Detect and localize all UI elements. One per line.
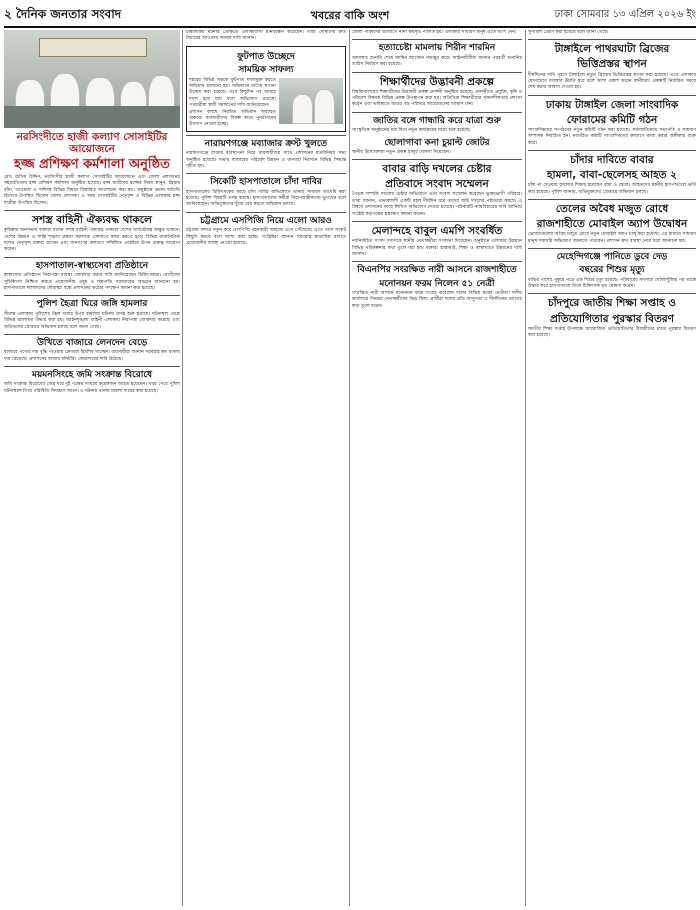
divider <box>352 159 522 160</box>
lead-article-text: মোঃ জসিম উদ্দিন, নরসিংদীর হাজী কল্যাণ সোসাইটির আয়োজনে এবং জেলা প্রশাসনের সহযোগিতায় হজ্জ প্রশিক্ষণ কর্মশালা অনুষ্ঠিত হয়েছে। হজ্জ যাত্রীদের হজ্জের নিয়ম কানুন, ইহরাম বাঁধা, তাওয়াফ ও সাঈসহ বিভিন্ন বিষয়ে বিস্তারিত আলোচনা করা হয়। অনুষ্ঠানে প্রধান অতিথি হিসেবে উপস্থিত ছিলেন জেলা প্রশাসক। এ সময় সোসাইটির নেতৃবৃন্দ ও বিভিন্ন এলাকার হজ্জ যাত্রীরা উপস্থিত ছিলেন। <box>4 175 180 206</box>
article-headline: চট্টগ্রামে এসপিজি নিয়ে এলো আরও <box>200 215 332 226</box>
article-headline: উখিতে বাজারে লেনদেন বেড়ে <box>36 337 148 348</box>
article-text: জেলা পরিষদের উদ্যোগে নানা কর্মসূচি পালিত হয়। এলাকার সাধারণ মানুষ এতে অংশ নেন। <box>352 30 517 35</box>
divider <box>528 248 696 249</box>
column-3 <box>352 30 522 906</box>
lead-photo <box>4 30 180 128</box>
article-subheadline: ফোরামের কমিটি গঠন <box>566 113 658 126</box>
article-text: সীমান্ত এলাকায় পুলিশের টহল দলের উপর হামলার ঘটনায় তদন্ত শুরু হয়েছে। ঘটনাস্থল থেকে বিভিন্ন আলামত উদ্ধার করা হয়। আইনশৃঙ্খলা বাহিনী এলাকায় নিরাপত্তা জোরদার করেছে এবং জড়িতদের গ্রেপ্তারে অভিযান চলছে বলে জানা গেছে। <box>4 311 180 330</box>
page-number-title: ২ দৈনিক জনতার সংবাদ <box>4 7 122 21</box>
table-shape <box>4 106 180 128</box>
article-headline: বিএনপির সংরক্ষিত নারী আসনে রাজশাহীতে <box>357 265 517 276</box>
article-headline: চাঁদপুরে জাতীয় শিক্ষা সপ্তাহ ও <box>547 297 677 310</box>
article-text: হাসপাতালের চিকিৎসকের কাছে চাঁদা দাবির অভিযোগে থানায় সাধারণ ডায়েরি করা হয়েছে। পুলিশ বিষয়টি তদন্ত করছে। হাসপাতালের কর্মীরা নিরাপত্তাহীনতায় ভুগছেন বলে জানিয়েছেন। অভিযুক্তদের খুঁজে বের করতে অভিযান চলছে। <box>186 189 346 208</box>
issue-date: ঢাকা সোমবার ১৩ এপ্রিল ২০২৬ ইং <box>554 9 696 20</box>
divider <box>4 334 180 335</box>
article-photo <box>279 78 343 124</box>
article-text: স্থানীয় উদ্যোক্তারা নতুন প্রকল্প চালুর ঘোষণা দিয়েছেন। <box>352 149 451 155</box>
divider <box>4 210 180 211</box>
divider <box>4 295 180 296</box>
article-text: সংরক্ষিত নারী আসনে মনোনয়ন ফরম সংগ্রহ করেছেন দলের বিভিন্ন স্তরের নেত্রীরা। দলীয় কার্যালয়ে দিনভর নেতাকর্মীদের ভিড় ছিল। প্রার্থীরা দলের প্রতি আনুগত্য ও দীর্ঘদিনের ত্যাগের কথা তুলে ধরেন। <box>352 291 522 309</box>
article-headline: হত্যাচেষ্টা মামলায় শিরীন শারমিন <box>378 43 496 54</box>
divider <box>4 257 180 258</box>
divider <box>4 366 180 367</box>
person-figure <box>314 89 335 123</box>
article-headline: সশস্ত্র বাহিনী ঐক্যবদ্ধ থাকলে <box>32 214 152 227</box>
article-text: দীর্ঘদিনের দাবি পূরণে টাঙ্গাইলে নতুন ব্রিজের ভিত্তিপ্রস্তর স্থাপন করা হয়েছে। এতে এলাকার যোগাযোগ ব্যবস্থার উন্নতি হবে বলে আশা প্রকাশ করেন স্থানীয়রা। প্রকল্পটি নির্ধারিত সময়ে শেষ করার আশ্বাস দেওয়া হয়। <box>528 72 696 91</box>
article-subheadline: হামলা, বাবা-ছেলেসহ আহত ২ <box>547 169 677 182</box>
article-subheadline: ভিত্তিপ্রস্তর স্থাপন <box>577 58 647 71</box>
article-text: আদালত শুনানি শেষে জামিন আবেদন নামঞ্জুর করে। আইনজীবীরা জানান পরবর্তী শুনানির তারিখ নির্ধারণ করা হয়েছে। <box>352 55 522 68</box>
article-text: শহরের বিভিন্ন সড়কে ফুটপাত দখলমুক্ত করতে অভিযান চালানো হয়। অভিযানে অবৈধ স্থাপনা উচ্ছেদ করা হয়েছে। তবে কিছুদিন পর আবার দখল হয়ে যায় বলে অভিযোগ রয়েছে। পথচারীরা স্থায়ী সমাধানের দাবি জানিয়েছেন। <box>189 77 276 109</box>
article-text: বিশ্ববিদ্যালয়ের শিক্ষার্থীদের উদ্ভাবনী প্রকল্প প্রদর্শনী অনুষ্ঠিত হয়েছে। প্রদর্শনীতে প্রযুক্তি, কৃষি ও পরিবেশ বিষয়ক বিভিন্ন প্রকল্প উপস্থাপন করা হয়। অতিথিরা শিক্ষার্থীদের সৃজনশীলতার প্রশংসা করেন এবং ভবিষ্যতে আরও বড় পরিসরে আয়োজনের আশ্বাস দেন। <box>352 89 522 108</box>
article-text: চাঁদা না দেওয়ায় হামলার শিকার হয়েছেন বাবা ও ছেলে। আহতদের স্থানীয় হাসপাতালে ভর্তি করা হয়েছে। পুলিশ জানায়, অভিযুক্তদের গ্রেপ্তারে অভিযান চলছে। <box>528 183 696 195</box>
article-headline: ফুটপাত উচ্ছেদে <box>237 51 295 62</box>
article-text: চাঞ্চল্যকর ঘটনার প্রেক্ষিতে এলাকাবাসী মানববন্ধন করেছেন। তারা দোষীদের দ্রুত বিচারের আওতায় আনার দাবি জানান। <box>186 30 346 42</box>
column-4 <box>528 30 696 906</box>
article-headline: ছোলাগাবা কনা চুয়াল্ট জোটর <box>384 137 490 148</box>
article-text: বাজারে পণ্যের দাম বৃদ্ধি পাওয়ায় ক্রেতারা হিমশিম খাচ্ছেন। ব্যবসায়ীরা জানান সরবরাহ কম থাকায় দাম বেড়েছে। প্রশাসনের বাজার মনিটরিং জোরদারের দাবি উঠেছে। <box>4 350 180 362</box>
masthead <box>4 4 696 28</box>
article-text: নারায়ণগঞ্জে বাজার ব্যবস্থাপনা নিয়ে ব্যবসায়ীদের সাথে প্রশাসনের মতবিনিময় সভা অনুষ্ঠিত হয়েছে। সভায় বাজারের পরিবেশ উন্নয়ন ও যানজট নিরসনে বিভিন্ন সিদ্ধান্ত গৃহীত হয়। <box>186 151 346 169</box>
article-headline: নারায়ণগঞ্জে মব্যাজার ক্রস্ট খুলতে <box>204 138 328 149</box>
article-text: জাতীয় শিক্ষা সপ্তাহ উপলক্ষে আয়োজিত প্রতিযোগিতার বিজয়ীদের মাঝে পুরস্কার বিতরণ করা হয়েছে। <box>528 326 696 338</box>
section-title: খবরের বাকি অংশ <box>310 9 390 22</box>
article-subheadline: সাময়িক সাফল্য <box>238 65 294 76</box>
column-divider <box>525 30 526 906</box>
article-text: স্বাস্থ্যসেবা প্রতিষ্ঠানে নিরাপত্তা ব্যবস্থা জোরদার করার দাবি জানিয়েছেন চিকিৎসকরা। রোগীদের সুচিকিৎসা নিশ্চিত করতে প্রয়োজনীয় ওষুধ ও যন্ত্রপাতি সরবরাহের আহ্বান জানানো হয়। হাসপাতালে দালালদের দৌরাত্ম্য বন্ধে প্রশাসনের কঠোর পদক্ষেপ কামনা করা হয়েছে। <box>4 273 180 291</box>
divider <box>352 112 522 113</box>
article-headline: বাবার বাড়ি দখলের চেষ্টার <box>382 163 492 176</box>
person-figure <box>292 94 313 124</box>
article-headline: জাতির বঙ্গে গান্ধারি করে যাত্রা শুরু <box>373 115 501 126</box>
divider <box>186 173 346 174</box>
divider <box>352 261 522 262</box>
article-headline: পুলিশ হৈত্রা ঘিরে জঙ্গি হামলার <box>36 299 148 310</box>
divider <box>352 39 522 40</box>
article-text: নবনির্বাচিত সংসদ সদস্যকে স্থানীয় নেতাকর্মীরা সংবর্ধনা দিয়েছেন। অনুষ্ঠানে এলাকার উন্নয়নে বিভিন্ন পরিকল্পনার কথা তুলে ধরা হয়। বক্তারা রাস্তাঘাট, শিক্ষা ও স্বাস্থ্যখাতে উন্নয়নের দাবি জানান। <box>352 239 522 257</box>
article-headline: ময়মনসিংহে জমি সংক্রান্ত বিরোধে <box>31 370 152 381</box>
divider <box>186 135 346 136</box>
article-text: কুমিল্লার জনসভায় বক্তারা বলেন সশস্ত্র বাহিনী ঐক্যবদ্ধ থাকলে দেশের সার্বভৌমত্ব অক্ষুণ্ণ থাকবে। দেশের উন্নয়ন ও শান্তি শৃঙ্খলা রক্ষায় সকলকে একসাথে কাজ করতে হবে। বিভিন্ন রাজনৈতিক দলের নেতৃবৃন্দ বক্তব্য রাখেন এবং জনগণের কল্যাণে সম্মিলিত প্রচেষ্টার উপর গুরুত্ব আরোপ করেন। <box>4 228 180 253</box>
column-1 <box>4 30 180 906</box>
article-text: সুপারিশ প্রেরণ করা হয়েছে বলে জানা গেছে। <box>528 30 609 35</box>
article-text: বাড়ির পাশের পুকুরে পড়ে এক শিশুর মৃত্যু হয়েছে। পরিবারের সদস্যরা খোঁজাখুঁজির পর তাকে উদ্ধার করে হাসপাতালে নিলে চিকিৎসক মৃত ঘোষণা করেন। <box>528 277 696 290</box>
article-subheadline: বছরের শিশুর মৃত্যু <box>579 265 645 276</box>
article-text: প্রশাসন বলছে নিয়মিত অভিযান অব্যাহত থাকবে। ব্যবসায়ীদের বিকল্প স্থানে পুনর্বাসনের উদ্যোগ নেওয়া হচ্ছে। <box>189 109 276 128</box>
article-headline: ঢাকায় টাঙ্গাইল জেলা সাংবাদিক <box>545 98 679 111</box>
article-subheadline: রাজশাহীতে মোবাইল অ্যাপ উদ্বোধন <box>536 218 688 231</box>
divider <box>352 72 522 73</box>
column-divider <box>349 30 350 906</box>
article-text: সাংবাদিকদের সংগঠনের নতুন কমিটি গঠন করা হয়েছে। সর্বসম্মতিক্রমে সভাপতি ও সাধারণ সম্পাদক নির্বাচিত হন। নবগঠিত কমিটি সাংবাদিকদের কল্যাণে কাজ করার অঙ্গীকার ব্যক্ত করে। <box>528 127 696 146</box>
divider <box>528 150 696 151</box>
article-headline: তেলের অবৈধ মজুত রোধে <box>555 203 669 216</box>
column-divider <box>182 30 183 906</box>
article-subheadline: মনোনয়ন ফরম নিলেন ৫১ নেত্রী <box>379 278 495 289</box>
divider <box>352 221 522 222</box>
divider <box>528 39 696 40</box>
boxed-article <box>186 46 346 132</box>
article-text: ভোজ্যতেলের অবৈধ মজুত রোধে নতুন মোবাইল অ্যাপ চালু করা হয়েছে। এর মাধ্যমে সাধারণ মানুষ সরাসরি অভিযোগ জানাতে পারবেন। প্রশাসন দ্রুত ব্যবস্থা নেবে বলে জানানো হয়। <box>528 232 696 244</box>
lead-subheadline: হজ্জ প্রশিক্ষণ কর্মশালা অনুষ্ঠিত <box>14 157 170 173</box>
article-headline: সিকেটি হাসপাতালে চাঁদা দাবির <box>210 177 322 188</box>
article-text: পৈতৃক সম্পত্তি দখলের চেষ্টার অভিযোগ এনে সংবাদ সম্মেলন করেছেন ভুক্তভোগী পরিবার। তারা জানান, প্রভাবশালী একটি মহল দীর্ঘদিন ধরে তাদের জমি দখলের পাঁয়তারা করছে। এ বিষয়ে প্রশাসনের কাছে লিখিত অভিযোগ দেওয়া হয়েছে। পরিবারটি ন্যায়বিচারের দাবি জানিয়ে সংশ্লিষ্ট কর্তৃপক্ষের হস্তক্ষেপ কামনা করেন। <box>352 192 522 217</box>
article-headline: মেহেন্দিগঞ্জে পানিতে ডুবে দেড় <box>556 251 668 262</box>
article-text: জমি সংক্রান্ত বিরোধের জের ধরে দুই পক্ষের সংঘর্ষে কয়েকজন আহত হয়েছেন। খবর পেয়ে পুলিশ ঘটনাস্থলে গিয়ে পরিস্থিতি নিয়ন্ত্রণে আনে। এ ঘটনায় থানায় মামলা দায়ের করা হয়েছে। <box>4 382 180 394</box>
article-text: সাংস্কৃতিক অনুষ্ঠানের মধ্য দিয়ে নতুন কার্যক্রমের যাত্রা শুরু হয়েছে। <box>352 128 471 134</box>
divider <box>528 293 696 294</box>
article-headline: চাঁদার দাবিতে বাবার <box>570 154 654 167</box>
divider <box>528 95 696 96</box>
banner-shape <box>39 38 147 58</box>
article-subheadline: প্রতিযোগিতার পুরস্কার বিতরণ <box>549 312 675 325</box>
article-headline: মেলান্দহে বাবুল এমপি সংবর্ধিত <box>371 225 503 238</box>
article-headline: টাঙ্গাইলে পাথরঘাটা ব্রিজের <box>554 43 670 56</box>
column-2 <box>186 30 346 906</box>
divider <box>186 212 346 213</box>
article-headline: হাসপাতাল-স্বাস্থ্যসেবা প্রতিষ্ঠানে <box>35 260 149 271</box>
article-text: চট্টগ্রাম বন্দরে নতুন করে এলপিজি বহনকারী জাহাজ এসে পৌঁছেছে। এতে গ্যাস সংকট কিছুটা কমবে বলে আশা করা হচ্ছে। সংশ্লিষ্টরা জানান সরবরাহ স্বাভাবিক রাখতে প্রয়োজনীয় ব্যবস্থা নেওয়া হয়েছে। <box>186 228 346 247</box>
article-headline: শিক্ষার্থীদের উদ্ভাবনী প্রকল্পে <box>379 75 495 88</box>
lead-headline: নরসিংদীতে হাজী কল্যাণ সোসাইটির আয়োজনে <box>16 131 168 156</box>
divider <box>528 199 696 200</box>
article-subheadline: প্রতিবাদে সংবাদ সম্মেলন <box>385 178 489 191</box>
